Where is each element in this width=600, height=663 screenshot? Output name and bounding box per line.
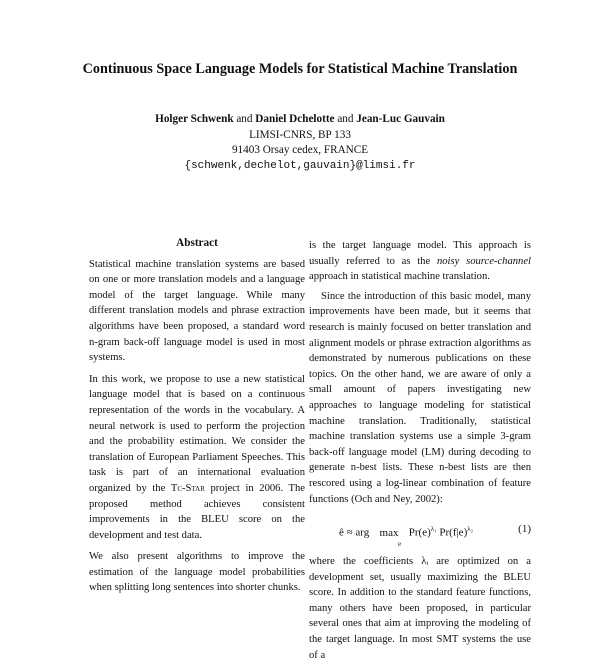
paper-title: Continuous Space Language Models for Statistical Machine Translation	[82, 61, 518, 77]
eq-exp-2: λ₂	[467, 525, 474, 534]
right-column	[309, 238, 531, 663]
abstract-p2-text-end: project in 2006. The proposed method achieves consistent improvements in the BLEU score on the development and test data.	[89, 482, 305, 541]
eq-sub: e	[398, 539, 402, 548]
intro-paragraph-2: Since the introduction of this basic model, many improvements have been made, but it seems that research is mainly focused on better translation and alignment models or phrase extraction algorithms as demonstrated by numerous publications on these topics. On the other hand, we are aware of only a small amount of papers investigating new approaches to language modeling for statistical machine translation. Traditionally, statistical machine translation systems use a simple 3-gram back-off language model (LM) during decoding to generate n-best lists. These n-best lists are then rescored using a log-linear combination of feature functions (Och and Ney, 2002):	[309, 290, 531, 505]
equation-1	[309, 510, 531, 550]
lambda-symbol: λᵢ	[421, 556, 429, 568]
abstract-paragraph-3: We also present algorithms to improve the estimation of the language model probabilities when splitting long sentences into shorter chunks.	[89, 551, 305, 594]
author-2: Daniel Dchelotte	[255, 113, 335, 125]
equation-body	[339, 522, 474, 548]
intro-p3-text: where the coefficients	[309, 556, 422, 568]
eq-max: max	[379, 526, 399, 539]
eq-term-1: Pr(e)	[408, 526, 431, 539]
intro-paragraph-3	[309, 554, 531, 663]
project-name: Tc-Star	[170, 482, 205, 494]
eq-term-2: Pr(f|e)	[436, 526, 468, 539]
intro-p1-text-end: approach in statistical machine translation.	[309, 271, 490, 283]
author-3: Jean-Luc Gauvain	[356, 113, 445, 125]
equation-number: (1)	[518, 523, 531, 536]
address: 91403 Orsay cedex, FRANCE	[231, 144, 369, 157]
author-1: Holger Schwenk	[155, 113, 234, 125]
author-separator: and	[337, 113, 354, 125]
eq-exp-1: λ₁	[430, 525, 437, 534]
abstract-heading: Abstract	[176, 237, 218, 249]
author-names	[0, 112, 600, 128]
author-separator: and	[236, 113, 253, 125]
left-column	[89, 236, 305, 596]
intro-p1-text: is the target language model. This approach is usually referred to as the	[309, 240, 531, 267]
author-block	[0, 112, 600, 174]
intro-paragraph-1	[309, 238, 531, 285]
email: {schwenk,dechelot,gauvain}@limsi.fr	[184, 159, 416, 172]
abstract-paragraph-1: Statistical machine translation systems are based on one or more translation models and a language model of the target language. While many different translation models and phrase extraction algorithms have been proposed, a standard word n-gram back-off language model is used in most systems.	[89, 258, 305, 364]
affiliation: LIMSI-CNRS, BP 133	[249, 128, 351, 141]
eq-lhs: ê ≈ arg	[339, 526, 370, 539]
intro-p3-text-end: are optimized on a development set, usually maximizing the BLEU score. In addition to the standard feature functions, many others have been proposed, in particular several ones that aim at improving the modeling of the target language. In most SMT systems the use of a	[309, 556, 531, 661]
abstract-paragraph-2	[89, 372, 305, 544]
intro-p1-emphasis: noisy source-channel	[436, 255, 531, 267]
abstract-p2-text: In this work, we propose to use a new statistical language model that is based on a continuous representation of the words in the vocabulary. A neural network is used to perform the projection and the probability estimation. We consider the translation of European Parliament Speeches. This task is part of an international evaluation organized by the	[89, 373, 305, 494]
